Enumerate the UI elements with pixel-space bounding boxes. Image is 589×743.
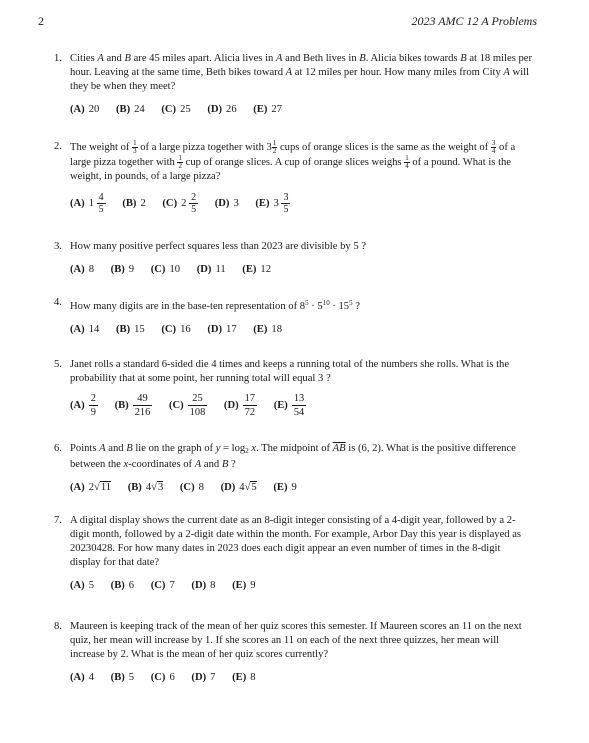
choice-c[interactable]: (C) 8 [179,482,204,493]
choice-c[interactable]: (C) 16 [161,324,191,335]
choice-d[interactable]: (D) 26 [207,104,237,115]
problem-number: 2. [54,141,62,152]
choice-a[interactable]: (A) $\frac{2}{9}$ [70,393,96,418]
choice-e[interactable]: (E) 8 [232,672,256,683]
problem-number: 7. [54,515,62,526]
problem-1 [56,52,532,117]
problem-text: How many positive perfect squares less than 2023 are divisible by 5 ? [70,241,366,252]
choice-e[interactable]: (E) 27 [253,104,282,115]
choice-d[interactable]: (D) 7 [191,672,216,683]
answer-choices [70,192,532,215]
choice-b[interactable]: (B) 4√3 [127,482,164,493]
answer-choices [70,263,532,277]
problem-5 [56,358,532,419]
choice-a[interactable]: (A) 20 [70,104,100,115]
choice-a[interactable]: (A) 14 [70,324,100,335]
choice-d[interactable]: (D) 11 [196,264,226,275]
choice-b[interactable]: (B) 24 [115,104,145,115]
choice-e[interactable]: (E) 18 [253,324,282,335]
choice-b[interactable]: (B) 5 [110,672,135,683]
choice-a[interactable]: (A) 1 $\frac{4}{5}$ [70,192,104,215]
choice-c[interactable]: (C) 7 [150,580,175,591]
answer-choices [70,103,532,117]
choice-d[interactable]: (D) 8 [191,580,216,591]
problem-text: The weight of $\frac{1}{3}$ of a large pizza together with 3 $\frac{1}{2}$ cups of orange slices is the same as the weight of $\frac{3}{4}$ of a large pizza together with $\frac{1}{2}$ cup of orange slices. A cup of orange slices weighs $\frac{1}{4}$ of a pound. What is the weight, in pounds, of a large pizza? [70,139,516,182]
choice-b[interactable]: (B) 6 [110,580,135,591]
problem-text: How many digits are in the base-ten representation of $8^5 \cdot 5^{10} \cdot 15^5$ ? [70,299,360,312]
answer-choices [70,323,532,337]
problem-number: 8. [54,621,62,632]
problem-2 [56,140,532,215]
problem-number: 3. [54,241,62,252]
problem-number: 4. [54,297,62,308]
choice-d[interactable]: (D) $\frac{17}{72}$ [223,393,256,418]
problem-number: 6. [54,443,62,454]
problem-6 [56,442,532,495]
problem-number: 1. [54,53,62,64]
choice-b[interactable]: (B) 2 [122,197,146,209]
choice-e[interactable]: (E) 3 $\frac{3}{5}$ [255,192,289,215]
problem-7 [56,514,532,593]
page-number: 2 [38,14,44,28]
answer-choices [70,579,532,593]
choice-c[interactable]: (C) $\frac{25}{108}$ [168,393,206,418]
problem-text: Points A and B lie on the graph of $y = \log_2 x$. The midpoint of $\overline{AB}$ is (6, 2). What is the positive difference between the x-coordinates of A and B ? [70,443,516,470]
choice-d[interactable]: (D) 3 [214,197,239,209]
choice-d[interactable]: (D) 4√5 [220,482,257,493]
problem-3 [56,240,532,277]
choice-a[interactable]: (A) 5 [70,580,95,591]
choice-a[interactable]: (A) 4 [70,672,95,683]
choice-e[interactable]: (E) 9 [232,580,256,591]
choice-e[interactable]: (E) 12 [242,264,272,275]
choice-d[interactable]: (D) 17 [207,324,237,335]
choice-a[interactable]: (A) 2√11 [70,482,112,493]
problem-4 [56,296,532,337]
choice-a[interactable]: (A) 8 [70,264,95,275]
problem-number: 5. [54,359,62,370]
choice-c[interactable]: (C) 2 $\frac{2}{5}$ [162,192,197,215]
problem-text: Maureen is keeping track of the mean of her quiz scores this semester. If Maureen scores an 11 on the next quiz, her mean will increase by 1. If she scores an 11 on each of the next three quizzes, her mean will increase by 2. What is the mean of her quiz scores currently? [70,621,522,660]
answer-choices [70,481,532,495]
choice-b[interactable]: (B) $\frac{49}{216}$ [114,393,151,418]
answer-choices [70,392,532,419]
problem-text: Cities A and B are 45 miles apart. Alicia lives in A and Beth lives in B. Alicia bikes towards B at 18 miles per hour. Leaving at the same time, Beth bikes toward A at 12 miles per hour. How many miles from City A will they be when they meet? [70,53,532,92]
choice-e[interactable]: (E) 9 [273,482,297,493]
choice-b[interactable]: (B) 15 [115,324,145,335]
choice-b[interactable]: (B) 9 [110,264,135,275]
choice-c[interactable]: (C) 25 [161,104,191,115]
choice-c[interactable]: (C) 10 [150,264,181,275]
problem-text: Janet rolls a standard 6-sided die 4 times and keeps a running total of the numbers she rolls. What is the probability that at some point, her running total will equal 3 ? [70,359,510,384]
choice-c[interactable]: (C) 6 [150,672,175,683]
choice-e[interactable]: (E) $\frac{13}{54}$ [273,393,305,418]
problem-text: A digital display shows the current date as an 8-digit integer consisting of a 4-digit year, followed by a 2-digit month, followed by a 2-digit date within the month. For example, Arbor Day this year is displayed as 20230428. For how many dates in 2023 does each digit appear an even number of times in the 8-digit display for that date? [70,515,522,568]
problem-8 [56,620,532,685]
answer-choices [70,671,532,685]
page-header-title: 2023 AMC 12 A Problems [411,14,537,28]
